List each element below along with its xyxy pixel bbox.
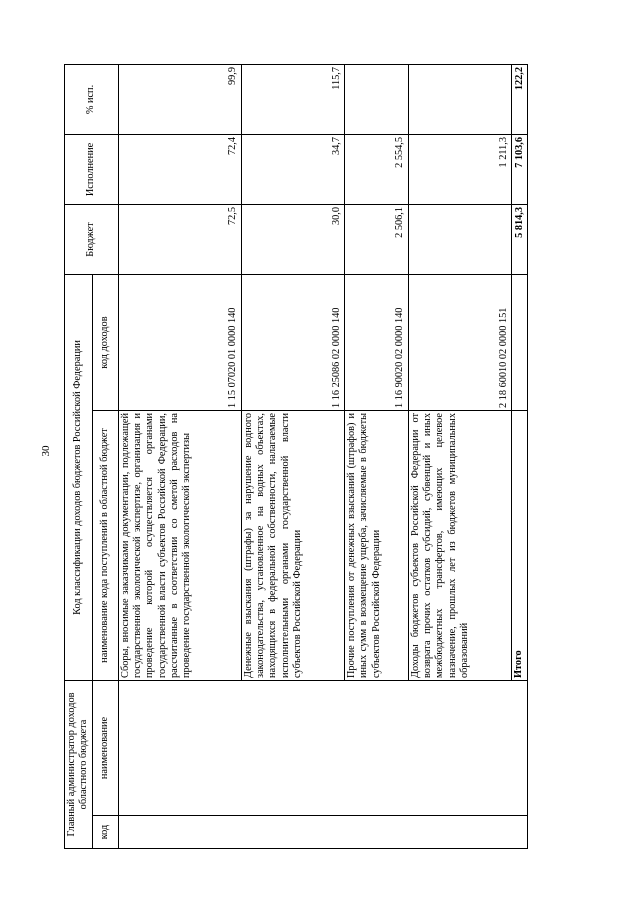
- row-percent: 115,7: [241, 65, 344, 135]
- row-description: Прочие поступления от денежных взысканий (штрафов) и иных сумм в возмещение ущерба, зачисляемые в бюджеты субъектов Российской Федерации: [344, 411, 408, 681]
- row-budget: 30,0: [241, 205, 344, 275]
- total-code-cell: [512, 275, 528, 411]
- admin-name-cell: [118, 681, 527, 816]
- row-budget: 2 506,1: [344, 205, 408, 275]
- row-budget: [408, 205, 511, 275]
- row-description: Сборы, вносимые заказчиками документации, подлежащей государственной экологической экспертизе, организация и проведение которой осуществляется органами государственной власти субъектов Российской Федерации, рассчитанные в соответствии со сметой расходов на проведение государственной экологической экспертизы: [118, 411, 241, 681]
- row-execution: 72,4: [118, 135, 241, 205]
- total-execution: 7 103,6: [512, 135, 528, 205]
- row-percent: 99,9: [118, 65, 241, 135]
- name-header: наименование: [92, 681, 118, 816]
- table-container: [64, 65, 528, 849]
- total-percent: 122,2: [512, 65, 528, 135]
- page-number: 30: [40, 445, 52, 457]
- row-description: Денежные взыскания (штрафы) за нарушение водного законодательства, установленное на водных объектах, находящихся в федеральной собственности, налагаемые исполнительными органами государственной власти субъектов Российской Федерации: [241, 411, 344, 681]
- percent-header: % исп.: [65, 65, 119, 135]
- income-table: [64, 64, 528, 849]
- admin-group-header: Главный администратор доходов областного бюджета: [65, 681, 93, 849]
- row-income-code: 1 15 07020 01 0000 140: [118, 275, 241, 411]
- income-code-header: код доходов: [92, 275, 118, 411]
- row-income-code: 1 16 90020 02 0000 140: [344, 275, 408, 411]
- row-income-code: 2 18 60010 02 0000 151: [408, 275, 511, 411]
- row-execution: 34,7: [241, 135, 344, 205]
- row-percent: [344, 65, 408, 135]
- total-budget: 5 814,3: [512, 205, 528, 275]
- row-percent: [408, 65, 511, 135]
- execution-header: Исполнение: [65, 135, 119, 205]
- rotated-table-area: [64, 65, 528, 849]
- budget-header: Бюджет: [65, 205, 119, 275]
- row-execution: 2 554,5: [344, 135, 408, 205]
- income-name-header: наименование кода поступлений в областной бюджет: [92, 411, 118, 681]
- total-label: Итого: [512, 411, 528, 681]
- code-header: код: [92, 816, 118, 849]
- table-row: [118, 65, 241, 849]
- row-budget: 72,5: [118, 205, 241, 275]
- row-income-code: 1 16 25086 02 0000 140: [241, 275, 344, 411]
- row-execution: 1 211,3: [408, 135, 511, 205]
- classification-group-header: Код классификации доходов бюджетов Российской Федерации: [65, 275, 93, 681]
- row-description: Доходы бюджетов субъектов Российской Федерации от возврата прочих остатков субсидий, субвенций и иных межбюджетных трансфертов, имеющих целевое назначение, прошлых лет из бюджетов муниципальных образований: [408, 411, 511, 681]
- admin-code-cell: [118, 816, 527, 849]
